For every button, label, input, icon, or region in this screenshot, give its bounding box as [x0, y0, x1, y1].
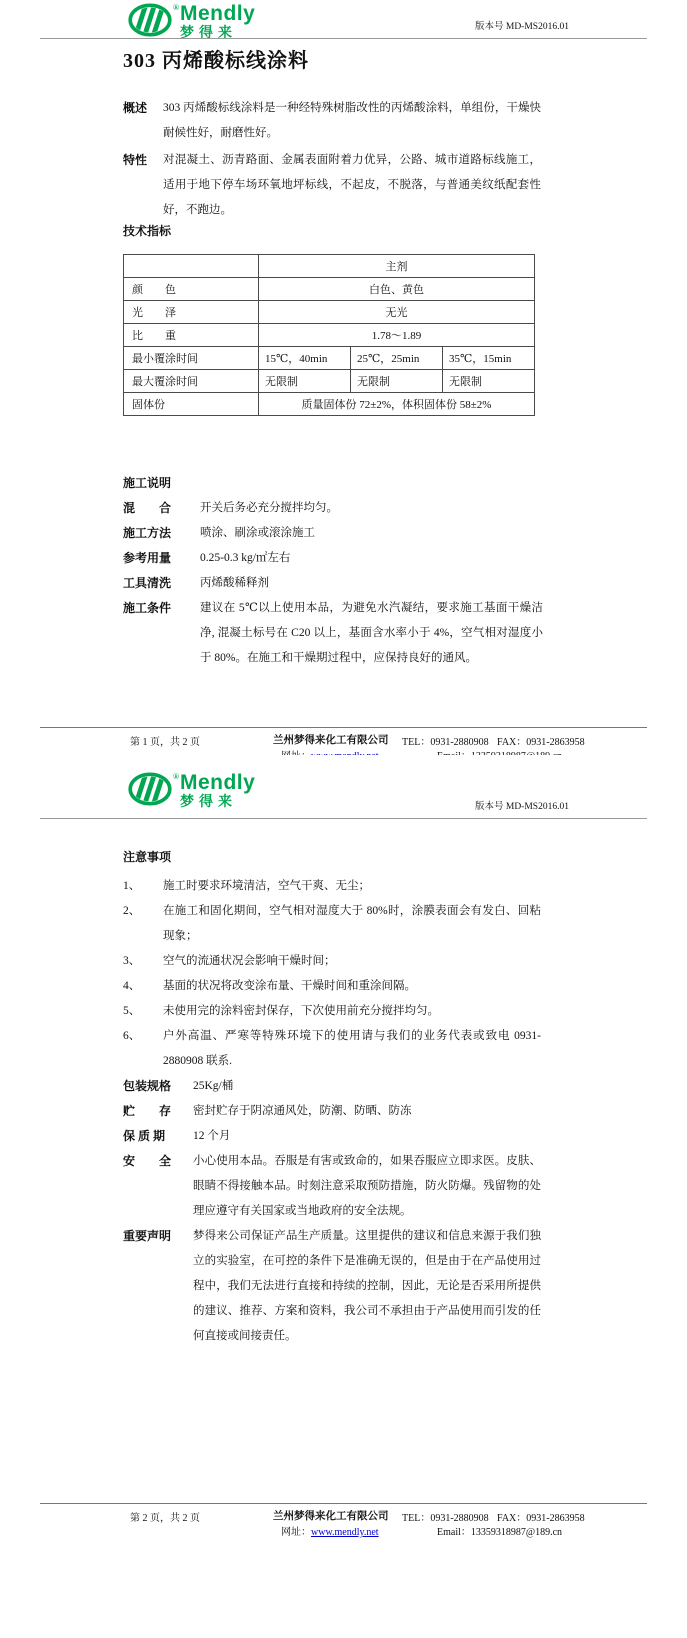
- usage-text: 0.25-0.3 kg/㎡左右: [200, 552, 291, 564]
- disclaimer-label: 重要声明: [123, 1229, 172, 1243]
- page2-content: [123, 845, 543, 1349]
- note-item-4: [123, 974, 543, 999]
- table-row-max-recoat: [124, 370, 535, 393]
- feature-text: 对混凝土、沥青路面、金属表面附着力优异，公路、城市道路标线施工，适用于地下停车场环氧地坪标线，不起皮，不脱落，与普通美纹纸配套性好，不跑边。: [163, 154, 541, 216]
- max-recoat-cell-1: 无限制: [259, 370, 351, 393]
- min-recoat-cell-3: 35℃，15min: [443, 347, 535, 370]
- storage-label: 贮 存: [123, 1104, 172, 1118]
- note-text: 施工时要求环境清洁，空气干爽、无尘；: [163, 880, 370, 892]
- website-row: [281, 1523, 379, 1538]
- header-divider: [40, 818, 647, 819]
- note-number: 4、: [123, 980, 141, 992]
- note-number: 3、: [123, 955, 141, 967]
- note-item-6: [123, 1024, 543, 1074]
- page-number: 第 1 页，共 2 页: [130, 737, 200, 748]
- shelf-life-label: 保 质 期: [123, 1129, 166, 1143]
- construction-heading: 施工说明: [123, 476, 172, 490]
- solids-value-cell: 质量固体份 72±2%，体积固体份 58±2%: [259, 393, 535, 416]
- note-text: 空气的流通状况会影响干燥时间；: [163, 955, 336, 967]
- packaging-text: 25Kg/桶: [193, 1080, 234, 1092]
- table-row-gloss: [124, 301, 535, 324]
- logo-text-en: Mendly: [179, 771, 256, 794]
- logo-wordmark: [180, 772, 255, 808]
- page-number: 第 2 页，共 2 页: [130, 1513, 200, 1524]
- logo-text-cn: 梦得来: [179, 24, 237, 40]
- max-recoat-label-cell: 最大覆涂时间: [124, 370, 259, 393]
- mixing-text: 开关后务必充分搅拌均匀。: [200, 502, 338, 514]
- note-item-1: [123, 874, 543, 899]
- color-label-cell: 颜 色: [124, 278, 259, 301]
- disclaimer-text: 梦得来公司保证产品生产质量。这里提供的建议和信息来源于我们独立的实验室，在可控的条件下是准确无误的，但是由于在产品使用过程中，我们无法进行直接和持续的控制，因此，无论是否采用所提供的建议、推荐、方案和资料，我公司不承担由于产品使用而引发的任何直接或间接责任。: [193, 1230, 541, 1342]
- header-empty-cell: [124, 255, 259, 278]
- footer-fax: FAX：0931-2863958: [497, 737, 585, 748]
- mendly-logo-p2: [128, 772, 255, 808]
- overview-section: [123, 96, 543, 146]
- gloss-label-cell: 光 泽: [124, 301, 259, 324]
- safety-text: 小心使用本品。吞服是有害或致命的，如果吞服应立即求医。皮肤、眼睛不得接触本品。时刻注意采取预防措施，防火防爆。残留物的处理应遵守有关国家或当地政府的安全法规。: [193, 1155, 541, 1217]
- disclaimer-row: [123, 1224, 543, 1349]
- note-number: 5、: [123, 1005, 141, 1017]
- logo-text-cn: 梦得来: [179, 793, 237, 809]
- max-recoat-cell-2: 无限制: [351, 370, 443, 393]
- note-number: 6、: [123, 1030, 141, 1042]
- gravity-value-cell: 1.78～1.89: [259, 324, 535, 347]
- min-recoat-cell-2: 25℃，25min: [351, 347, 443, 370]
- method-text: 喷涂、刷涂或滚涂施工: [200, 527, 315, 539]
- overview-text: 303 丙烯酸标线涂料是一种经特殊树脂改性的丙烯酸涂料，单组份，干燥快耐候性好，耐磨性好。: [163, 102, 541, 139]
- safety-row: [123, 1149, 543, 1224]
- page-1: [0, 0, 687, 755]
- note-number: 2、: [123, 905, 141, 917]
- shelf-life-row: [123, 1124, 543, 1149]
- product-title: 303 丙烯酸标线涂料: [123, 50, 309, 72]
- safety-label: 安 全: [123, 1154, 172, 1168]
- construction-section: [123, 471, 543, 671]
- conditions-label: 施工条件: [123, 601, 172, 615]
- packaging-label: 包装规格: [123, 1079, 172, 1093]
- construction-row-conditions: [123, 596, 543, 671]
- note-text: 基面的状况将改变涂布量、干燥时间和重涂间隔。: [163, 980, 416, 992]
- version-label: 版本号 MD-MS2016.01: [475, 22, 569, 32]
- storage-text: 密封贮存于阴凉通风处，防潮、防晒、防冻: [193, 1105, 412, 1117]
- footer-fax: FAX：0931-2863958: [497, 1513, 585, 1524]
- max-recoat-cell-3: 无限制: [443, 370, 535, 393]
- mendly-logo-icon: [128, 3, 172, 37]
- construction-row-mixing: [123, 496, 543, 521]
- note-item-2: [123, 899, 543, 949]
- company-name: 兰州梦得来化工有限公司: [273, 1511, 389, 1522]
- cleaning-text: 丙烯酸稀释剂: [200, 577, 269, 589]
- feature-section: [123, 148, 543, 223]
- registered-mark: ®: [173, 3, 179, 12]
- solids-label-cell: 固体份: [124, 393, 259, 416]
- packaging-row: [123, 1074, 543, 1099]
- note-text: 在施工和固化期间，空气相对湿度大于 80%时，涂膜表面会有发白、回粘现象；: [163, 905, 541, 942]
- website-label: 网址：: [281, 1527, 311, 1538]
- tech-specs-table: [123, 254, 535, 416]
- usage-label: 参考用量: [123, 551, 172, 565]
- method-label: 施工方法: [123, 526, 172, 540]
- footer-tel: TEL：0931-2880908: [402, 1513, 489, 1524]
- min-recoat-label-cell: 最小覆涂时间: [124, 347, 259, 370]
- footer-email: Email：13359318987@189.cn: [437, 1527, 563, 1538]
- company-name: 兰州梦得来化工有限公司: [273, 735, 389, 746]
- footer-divider: [40, 727, 647, 728]
- mixing-label: 混 合: [123, 501, 172, 515]
- conditions-text: 建议在 5℃以上使用本品，为避免水汽凝结，要求施工基面干燥洁净, 混凝土标号在 C20 以上，基面含水率小于 4%，空气相对湿度小于 80%。在施工和干燥期过程中，应保持良好的通风。: [200, 602, 543, 664]
- note-item-5: [123, 999, 543, 1024]
- version-label: 版本号 MD-MS2016.01: [475, 802, 569, 812]
- mendly-logo: [128, 3, 255, 39]
- min-recoat-cell-1: 15℃，40min: [259, 347, 351, 370]
- table-row-solids: [124, 393, 535, 416]
- gravity-label-cell: 比 重: [124, 324, 259, 347]
- construction-row-method: [123, 521, 543, 546]
- mendly-logo-icon: [128, 772, 172, 806]
- gloss-value-cell: 无光: [259, 301, 535, 324]
- cleaning-label: 工具清洗: [123, 576, 172, 590]
- feature-label: 特性: [123, 153, 148, 167]
- table-row-header: [124, 255, 535, 278]
- logo-text-en: Mendly: [179, 2, 256, 25]
- note-text: 户外高温、严寒等特殊环境下的使用请与我们的业务代表或致电 0931-2880908 联系.: [163, 1030, 541, 1067]
- color-value-cell: 白色、黄色: [259, 278, 535, 301]
- table-row-color: [124, 278, 535, 301]
- page2-footer: [0, 1503, 687, 1543]
- overview-label: 概述: [123, 101, 148, 115]
- construction-row-usage: [123, 546, 543, 571]
- table-row-min-recoat: [124, 347, 535, 370]
- page-2: [0, 755, 687, 1638]
- table-row-gravity: [124, 324, 535, 347]
- note-item-3: [123, 949, 543, 974]
- tech-specs-heading: 技术指标: [123, 224, 172, 238]
- notes-heading: 注意事项: [123, 850, 172, 864]
- note-number: 1、: [123, 880, 141, 892]
- registered-mark: ®: [173, 772, 179, 781]
- construction-row-cleaning: [123, 571, 543, 596]
- header-main-cell: 主剂: [259, 255, 535, 278]
- footer-tel: TEL：0931-2880908: [402, 737, 489, 748]
- header-divider: [40, 38, 647, 39]
- storage-row: [123, 1099, 543, 1124]
- footer-divider: [40, 1503, 647, 1504]
- note-text: 未使用完的涂料密封保存，下次使用前充分搅拌均匀。: [163, 1005, 439, 1017]
- shelf-life-text: 12 个月: [193, 1130, 231, 1142]
- website-link[interactable]: www.mendly.net: [311, 1527, 379, 1538]
- logo-wordmark: [180, 3, 255, 39]
